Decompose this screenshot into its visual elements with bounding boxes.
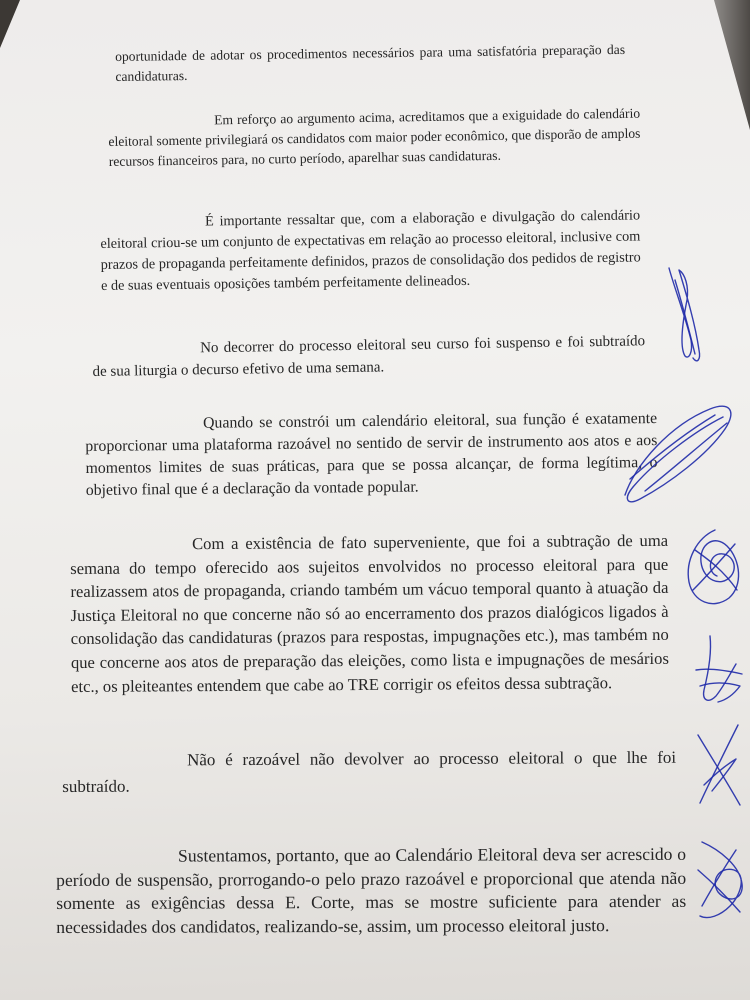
paragraph-6: Com a existência de fato superveniente, que foi a subtração de uma semana do tempo oferecido aos sujeitos envolvidos no processo eleitoral para que realizassem atos de propaganda, criando também um vácuo temporal quanto à atuação da Justiça Eleitoral no que concerne não só ao encerramento dos prazos dialógicos ligados à consolidação das candidaturas (prazos para respostas, impugnações etc.), mas também no que concerne aos atos de preparação das eleições, como lista e impugnações de mesários etc., os pleiteantes entendem que cabe ao TRE corrigir os efeitos dessa subtração. xyxy=(70,530,669,696)
paragraph-5: Quando se constrói um calendário eleitoral, sua função é exatamente proporcionar uma plataforma razoável no sentido de servir de instrumento aos atos e aos momentos limites de suas práticas, para que se possa alcançar, de forma legítima, o objetivo final que é a declaração da vontade popular. xyxy=(85,410,658,499)
signature-initial-3 xyxy=(675,520,750,620)
paragraph-8: Sustentamos, portanto, que ao Calendário Eleitoral deva ser acrescido o período de suspensão, prorrogando-o pelo prazo razoável e proporcional que atenda não somente as exigências dessa E. Corte, mas se mostre suficiente para atender as necessidades dos candidatos, realizando-se, assim, um processo eleitoral justo. xyxy=(56,843,687,937)
paragraph-3: É importante ressaltar que, com a elaboração e divulgação do calendário eleitoral criou-se um conjunto de expectativas em relação ao processo eleitoral, inclusive com prazos de propaganda perfeitamente definidos, prazos de consolidação dos pedidos de registro e de suas eventuais oposições também perfeitamente delineados. xyxy=(100,207,641,294)
signature-initial-1 xyxy=(655,260,715,370)
paragraph-2: Em reforço ao argumento acima, acreditamos que a exiguidade do calendário eleitoral somente privilegiará os candidatos com maior poder econômico, que disporão de amplos recursos financeiros para, no curto período, aparelhar suas candidaturas. xyxy=(108,105,641,169)
signature-initial-2 xyxy=(615,395,745,515)
paragraph-7: Não é razoável não devolver ao processo eleitoral o que lhe foi subtraído. xyxy=(62,747,677,796)
signature-initial-4 xyxy=(690,630,750,710)
signature-initial-5 xyxy=(690,715,750,815)
background-corner-left xyxy=(0,0,20,48)
paragraph-4: No decorrer do processo eleitoral seu curso foi suspenso e foi subtraído de sua liturgia o decurso efetivo de uma semana. xyxy=(92,333,646,380)
signature-initial-6 xyxy=(690,830,750,930)
paragraph-1: oportunidade de adotar os procedimentos necessários para uma satisfatória preparação das candidaturas. xyxy=(115,41,626,84)
